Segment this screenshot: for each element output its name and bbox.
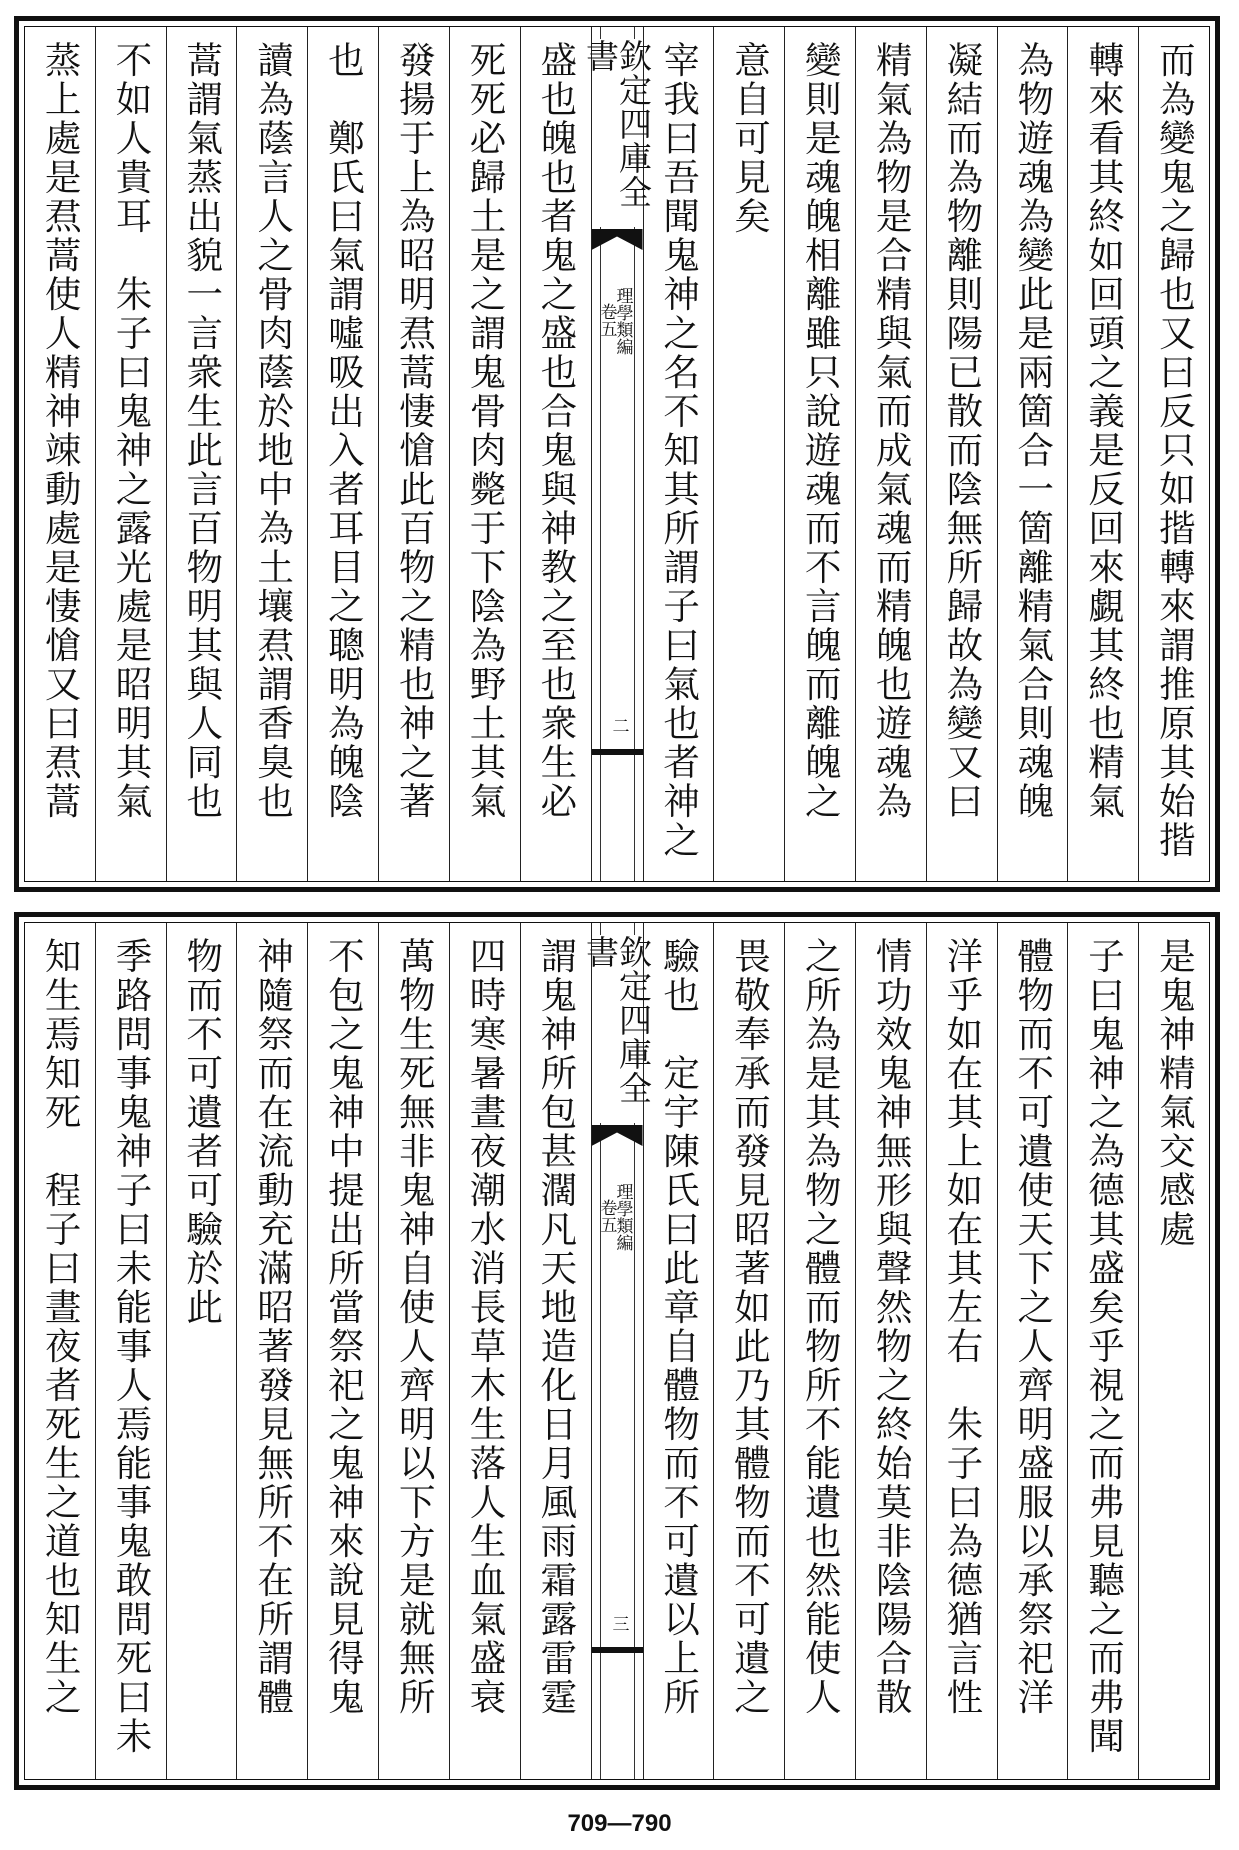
text-column: 不如人貴耳 朱子曰鬼神之露光處是昭明其氣 <box>95 27 166 881</box>
text-column: 情功效鬼神無形與聲然物之終始莫非陰陽合散 <box>855 923 926 1779</box>
center-fold-column <box>581 923 653 1779</box>
text-column: 盛也魄也者鬼之盛也合鬼與神教之至也衆生必 <box>520 27 591 881</box>
text-column: 子曰鬼神之為德其盛矣乎視之而弗見聽之而弗聞 <box>1067 923 1138 1779</box>
text-column: 蒿謂氣蒸出貌一言衆生此言百物明其與人同也 <box>166 27 237 881</box>
text-column: 萬物生死無非鬼神自使人齊明以下方是就無所 <box>378 923 449 1779</box>
text-column: 物而不可遺者可驗於此 <box>166 923 237 1779</box>
top-page-columns <box>25 27 1209 881</box>
text-column: 意自可見矣 <box>713 27 784 881</box>
text-column: 謂鬼神所包甚濶凡天地造化日月風雨霜露雷霆 <box>520 923 591 1779</box>
book-series-title: 欽定四庫全書 <box>596 935 639 1123</box>
text-column: 讀為蔭言人之骨肉蔭於地中為土壤焄謂香臭也 <box>236 27 307 881</box>
bottom-page-columns <box>25 923 1209 1779</box>
text-column: 變則是魂魄相離雖只說遊魂而不言魄而離魄之 <box>784 27 855 881</box>
book-series-title: 欽定四庫全書 <box>596 39 639 227</box>
fishtail-mark-lower <box>592 1647 643 1653</box>
page-number: 三 <box>608 1615 629 1632</box>
text-column: 四時寒暑晝夜潮水消長草木生落人生血氣盛衰 <box>449 923 520 1779</box>
text-column: 驗也 定宇陳氏曰此章自體物而不可遺以上所 <box>643 923 714 1779</box>
text-column: 精氣為物是合精與氣而成氣魂而精魄也遊魂為 <box>855 27 926 881</box>
text-column: 洋乎如在其上如在其左右 朱子曰為德猶言性 <box>926 923 997 1779</box>
book-title: 理學類編 <box>612 1183 633 1251</box>
bottom-page-frame <box>24 922 1210 1780</box>
text-column: 神隨祭而在流動充滿昭著發見無所不在所謂體 <box>236 923 307 1779</box>
text-column: 不包之鬼神中提出所當祭祀之鬼神來說見得鬼 <box>307 923 378 1779</box>
text-column: 體物而不可遺使天下之人齊明盛服以承祭祀洋 <box>997 923 1068 1779</box>
text-column: 是鬼神精氣交感處 <box>1138 923 1209 1779</box>
text-column: 為物遊魂為變此是兩箇合一箇離精氣合則魂魄 <box>997 27 1068 881</box>
page-number: 二 <box>608 717 629 734</box>
text-column: 也 鄭氏曰氣謂噓吸出入者耳目之聰明為魄陰 <box>307 27 378 881</box>
text-column: 宰我曰吾聞鬼神之名不知其所謂子曰氣也者神之 <box>643 27 714 881</box>
text-column: 轉來看其終如回頭之義是反回來覷其終也精氣 <box>1067 27 1138 881</box>
text-column: 季路問事鬼神子曰未能事人焉能事鬼敢問死曰未 <box>95 923 166 1779</box>
center-fold-column <box>581 27 653 881</box>
volume-label: 卷五 <box>596 303 617 337</box>
top-page-frame <box>24 26 1210 882</box>
footer-page-label: 709—790 <box>567 1810 672 1837</box>
text-column: 知生焉知死 程子曰晝夜者死生之道也知生之 <box>39 937 83 1717</box>
volume-label: 卷五 <box>596 1199 617 1233</box>
book-title: 理學類編 <box>612 287 633 355</box>
top-page <box>14 16 1220 892</box>
text-column: 而為變鬼之歸也又曰反只如揩轉來謂推原其始揩 <box>1138 27 1209 881</box>
text-column: 死死必歸土是之謂鬼骨肉斃于下陰為野土其氣 <box>449 27 520 881</box>
fishtail-mark-lower <box>592 749 643 755</box>
text-column: 發揚于上為昭明焄蒿悽愴此百物之精也神之著 <box>378 27 449 881</box>
text-column: 之所為是其為物之體而物所不能遺也然能使人 <box>784 923 855 1779</box>
text-column: 蒸上處是焄蒿使人精神竦動處是悽愴又曰焄蒿 <box>39 41 83 821</box>
text-column: 畏敬奉承而發見昭著如此乃其體物而不可遺之 <box>713 923 784 1779</box>
bottom-page <box>14 912 1220 1790</box>
text-column: 凝結而為物離則陽已散而陰無所歸故為變又曰 <box>926 27 997 881</box>
